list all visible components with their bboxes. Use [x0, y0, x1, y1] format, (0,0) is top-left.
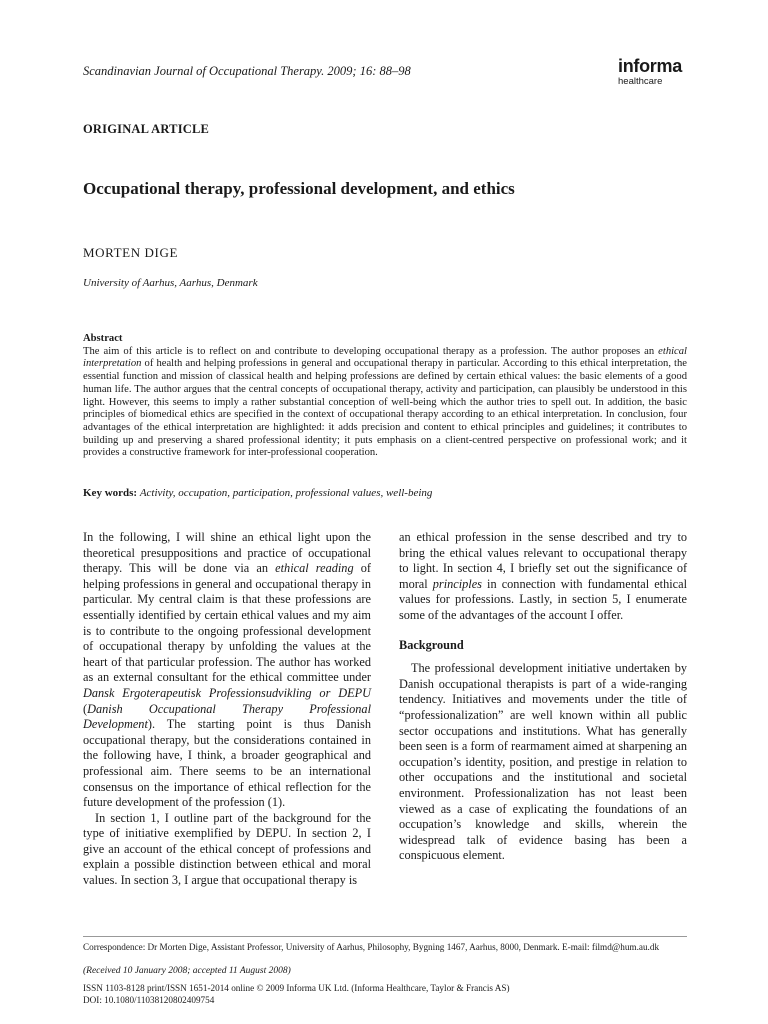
- article-type: ORIGINAL ARTICLE: [83, 122, 210, 136]
- publisher-sub: healthcare: [618, 76, 663, 87]
- body-paragraph-background: The professional development initiative undertaken by Danish occupational therapists is part of a wide-ranging tendency. Initiatives and movements under the title of “professionalization” are well known within all public sector occupations and institutions. What has generally been seen is a form of rearmament aimed at sharpening an occupation’s identity, position, and prestige in relation to other occupations and the institutional and societal environment. Professionalization has not least been viewed as a case of explicating the foundations of an occupation’s knowledge and skills, wherein the widespread talk of evidence basing has been a conspicuous element.: [399, 661, 687, 863]
- correspondence-note: Correspondence: Dr Morten Dige, Assistant Professor, University of Aarhus, Philosophy, Bygning 1467, Aarhus, 8000, Denmark. E-mail: filmd@hum.au.dk: [83, 942, 660, 952]
- section-heading-background: Background: [399, 637, 464, 652]
- received-dates: (Received 10 January 2008; accepted 11 August 2008): [83, 966, 291, 976]
- body-column-right: [399, 530, 687, 864]
- abstract-text-italic: ethical interpretation: [83, 345, 687, 370]
- abstract-text-2: of health and helping professions in general and occupational therapy in particular. According to this ethical interpretation, the essential function and mission of classical health and helping professions are defined by certain ethical values: the basic elements of a good human life. The author argues that the central concepts of occupational therapy, activity and participation, can plausibly be understood in this light. However, this seems to imply a rather substantial conception of well-being which the author tries to spell out. In addition, the basic principles of biomedical ethics are specified in the context of occupational therapy according to an ethical interpretation. In conclusion, four advantages of the ethical interpretation are highlighted: it adds precision and content to ethical principles and guidelines; it contributes to building up and preserving a shared professional identity; it puts emphasis on a client-centred perspective on professional work; and it provides a constructive framework for inter-professional cooperation.: [83, 358, 687, 459]
- footnote-divider: [83, 936, 687, 937]
- doi-line: DOI: 10.1080/11038120802409754: [83, 995, 215, 1005]
- keywords-label: Key words:: [83, 487, 138, 499]
- abstract: [83, 333, 687, 460]
- journal-citation: Scandinavian Journal of Occupational Therapy. 2009; 16: 88–98: [83, 64, 411, 78]
- publisher-logo: [618, 56, 682, 87]
- keywords: [83, 487, 432, 499]
- body-paragraph-2: In section 1, I outline part of the background for the type of initiative exemplified by DEPU. In section 2, I give an account of the ethical concept of professions and explain a possible distinction between ethical and moral values. In section 3, I argue that occupational therapy is: [83, 810, 372, 888]
- author-name: MORTEN DIGE: [83, 245, 179, 260]
- abstract-text-1: The aim of this article is to reflect on and contribute to developing occupational therapy as a profession. The author proposes an: [83, 345, 659, 357]
- body-column-left: [83, 530, 371, 889]
- body-paragraph-1: In the following, I will shine an ethical light upon the theoretical presuppositions and practice of occupational therapy. This will be done via an ethical reading of helping professions in general and occupational therapy in particular. My central claim is that these professions are essentially identified by certain ethical values and my aim is to contribute to the ongoing professional development of occupational therapy by unfolding the values at the heart of that particular profession. The author has worked as an external consultant for the ethical committee under Dansk Ergoterapeutisk Professionsudvikling or DEPU (Danish Occupational Therapy Professional Development). The starting point is thus Danish occupational therapy, but the considerations contained in the following have, I think, a broader geographical and professional aim. There seems to be an international consensus on the importance of ethical reflection for the future development of the profession (1).: [83, 530, 371, 810]
- publisher-brand: informa: [618, 56, 682, 76]
- article-title: Occupational therapy, professional development, and ethics: [83, 179, 515, 198]
- author-affiliation: University of Aarhus, Aarhus, Denmark: [83, 277, 258, 289]
- body-paragraph-2-continued: an ethical profession in the sense described and try to bring the ethical values relevant to occupational therapy to light. In section 4, I briefly set out the significance of moral principles in connection with fundamental ethical values for professions. Lastly, in section 5, I enumerate some of the advantages of the account I offer.: [399, 530, 688, 622]
- issn-line: ISSN 1103-8128 print/ISSN 1651-2014 online © 2009 Informa UK Ltd. (Informa Healthcare, Taylor & Francis AS): [83, 983, 510, 993]
- keywords-list: Activity, occupation, participation, professional values, well-being: [139, 487, 433, 499]
- abstract-heading: Abstract: [83, 333, 123, 344]
